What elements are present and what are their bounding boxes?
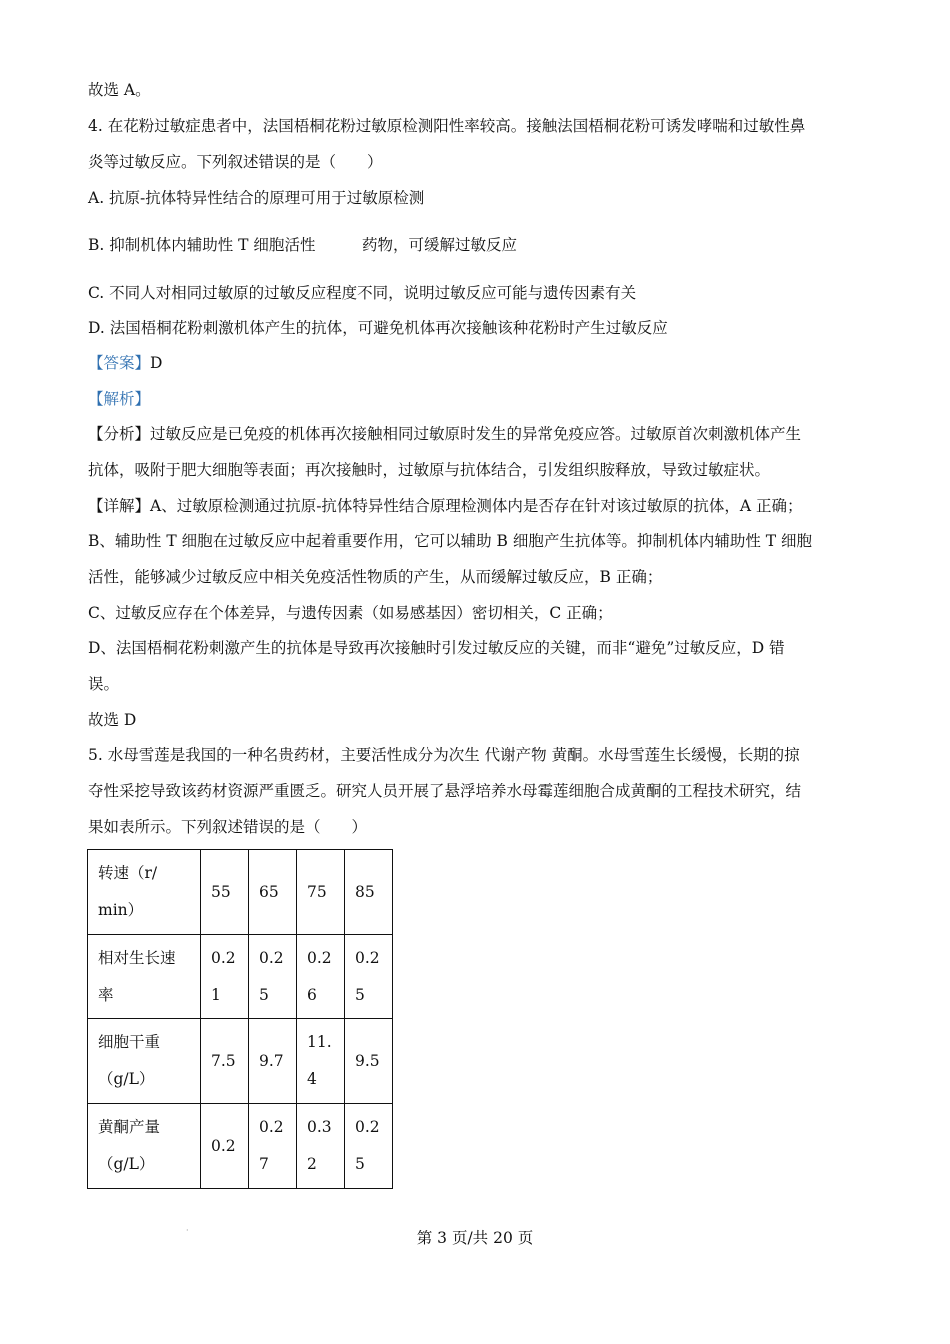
analysis-paragraph-cont: 抗体，吸附于肥大细胞等表面；再次接触时，过敏原与抗体结合，引发组织胺释放，导致过敏症状。 bbox=[88, 461, 771, 479]
question-5-stem-cont: 夺性采挖导致该药材资源严重匮乏。研究人员开展了悬浮培养水母霉莲细胞合成黄酮的工程技术研究，结 bbox=[88, 782, 802, 800]
conclusion-line: 故选 D bbox=[88, 711, 137, 729]
answer-value: D bbox=[150, 354, 163, 372]
table-cell: 65 bbox=[249, 850, 297, 935]
table-cell: 0.3 2 bbox=[297, 1104, 345, 1189]
answer-tag: 【答案】 bbox=[88, 354, 151, 372]
detail-c: C、过敏反应存在个体差异，与遗传因素（如易感基因）密切相关，C 正确； bbox=[88, 604, 613, 622]
table-cell: 0.2 5 bbox=[249, 935, 297, 1019]
table-cell: 7.5 bbox=[201, 1019, 249, 1104]
option-a: A. 抗原-抗体特异性结合的原理可用于过敏原检测 bbox=[88, 189, 425, 207]
data-table bbox=[87, 849, 393, 1189]
analysis-tag: 【解析】 bbox=[88, 390, 151, 408]
table-cell: 0.2 7 bbox=[249, 1104, 297, 1189]
table-cell: 55 bbox=[201, 850, 249, 935]
table-cell: 0.2 bbox=[201, 1104, 249, 1189]
answer-line bbox=[88, 351, 162, 373]
question-4-stem-cont: 炎等过敏反应。下列叙述错误的是（ ） bbox=[88, 153, 383, 171]
detail-d-cont: 误。 bbox=[88, 675, 120, 693]
table-cell: 0.2 5 bbox=[345, 935, 393, 1019]
row-header: 转速（r/ min） bbox=[88, 850, 201, 935]
table-cell: 75 bbox=[297, 850, 345, 935]
detail-b: B、辅助性 T 细胞在过敏反应中起着重要作用，它可以辅助 B 细胞产生抗体等。抑制机体内辅助性 T 细胞 bbox=[88, 532, 813, 550]
table-cell: 11. 4 bbox=[297, 1019, 345, 1104]
row-header: 相对生长速 率 bbox=[88, 935, 201, 1019]
option-c: C. 不同人对相同过敏原的过敏反应程度不同，说明过敏反应可能与遗传因素有关 bbox=[88, 284, 637, 302]
table-row bbox=[88, 1019, 393, 1104]
option-d: D. 法国梧桐花粉刺激机体产生的抗体，可避免机体再次接触该种花粉时产生过敏反应 bbox=[88, 319, 668, 337]
question-5-stem-end: 果如表所示。下列叙述错误的是（ ） bbox=[88, 818, 368, 836]
page-number: 第 3 页/共 20 页 bbox=[416, 1229, 534, 1247]
detail-a: 【详解】A、过敏原检测通过抗原-抗体特异性结合原理检测体内是否存在针对该过敏原的抗体，A 正确； bbox=[88, 497, 803, 515]
stray-dot: · bbox=[186, 1226, 189, 1235]
table-cell: 9.7 bbox=[249, 1019, 297, 1104]
question-5-stem: 5. 水母雪莲是我国的一种名贵药材，主要活性成分为次生 代谢产物 黄酮。水母雪莲生长缓慢，长期的掠 bbox=[88, 746, 800, 764]
table-cell: 85 bbox=[345, 850, 393, 935]
detail-d: D、法国梧桐花粉刺激产生的抗体是导致再次接触时引发过敏反应的关键，而非“避免”过敏反应，D 错 bbox=[88, 639, 785, 657]
table-row bbox=[88, 850, 393, 935]
detail-b-cont: 活性，能够减少过敏反应中相关免疫活性物质的产生，从而缓解过敏反应，B 正确； bbox=[88, 568, 663, 586]
option-b: B. 抑制机体内辅助性 T 细胞活性 药物，可缓解过敏反应 bbox=[88, 236, 517, 254]
table-row bbox=[88, 935, 393, 1019]
table-row bbox=[88, 1104, 393, 1189]
table-cell: 0.2 5 bbox=[345, 1104, 393, 1189]
table-cell: 0.2 1 bbox=[201, 935, 249, 1019]
table-cell: 9.5 bbox=[345, 1019, 393, 1104]
row-header: 黄酮产量 （g/L） bbox=[88, 1104, 201, 1189]
question-4-stem: 4. 在花粉过敏症患者中，法国梧桐花粉过敏原检测阳性率较高。接触法国梧桐花粉可诱发哮喘和过敏性鼻 bbox=[88, 117, 806, 135]
table-cell: 0.2 6 bbox=[297, 935, 345, 1019]
row-header: 细胞干重 （g/L） bbox=[88, 1019, 201, 1104]
text-line: 故选 A。 bbox=[88, 81, 151, 99]
analysis-paragraph: 【分析】过敏反应是已免疫的机体再次接触相同过敏原时发生的异常免疫应答。过敏原首次刺激机体产生 bbox=[88, 425, 802, 443]
